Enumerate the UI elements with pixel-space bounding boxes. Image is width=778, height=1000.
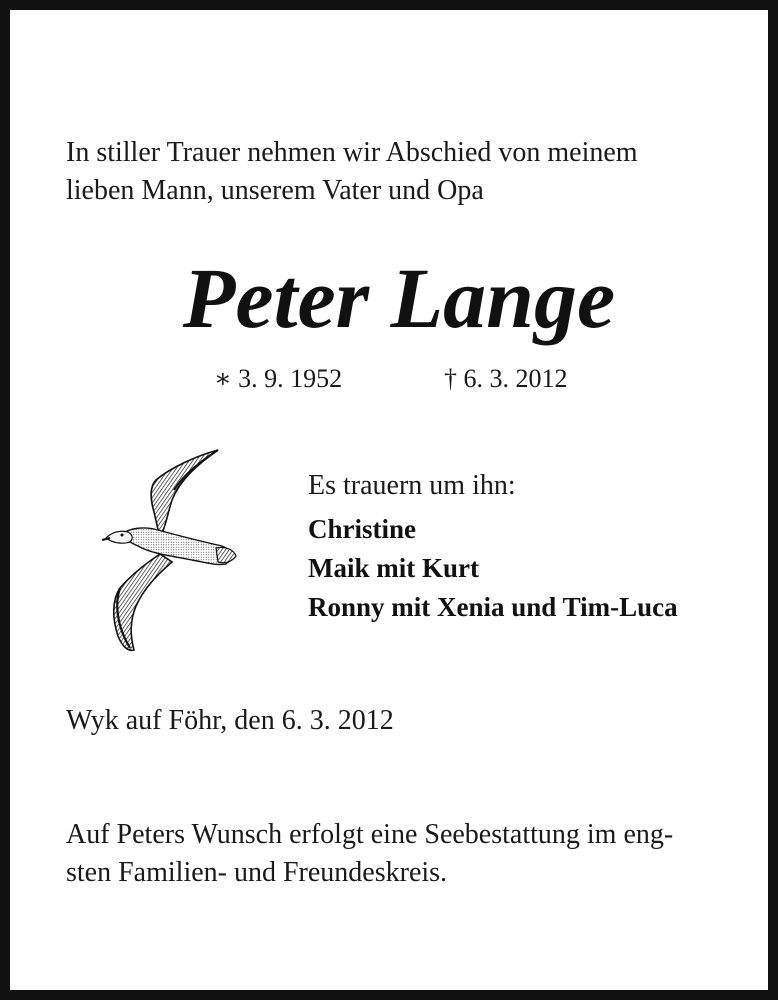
mourners-intro: Es trauern um ihn: — [308, 470, 516, 501]
mourner-name: Ronny mit Xenia und Tim-Luca — [308, 592, 678, 622]
intro-line-2: lieben Mann, unserem Vater und Opa — [66, 175, 484, 206]
mourner-name: Maik mit Kurt — [308, 553, 479, 583]
death-date: † 6. 3. 2012 — [444, 364, 568, 393]
birth-date: ∗ 3. 9. 1952 — [214, 364, 343, 393]
burial-note — [66, 816, 746, 892]
burial-note-line-2: sten Familien- und Freundeskreis. — [66, 857, 448, 888]
intro-text — [66, 134, 746, 210]
deceased-name: Peter Lange — [182, 250, 616, 346]
mourners-block — [308, 466, 758, 627]
mourner-name: Christine — [308, 514, 416, 544]
place-and-date: Wyk auf Föhr, den 6. 3. 2012 — [66, 705, 394, 736]
burial-note-line-1: Auf Peters Wunsch erfolgt eine Seebestattung im eng- — [66, 819, 674, 850]
seagull-icon — [100, 446, 240, 656]
intro-line-1: In stiller Trauer nehmen wir Abschied von meinem — [66, 137, 638, 168]
